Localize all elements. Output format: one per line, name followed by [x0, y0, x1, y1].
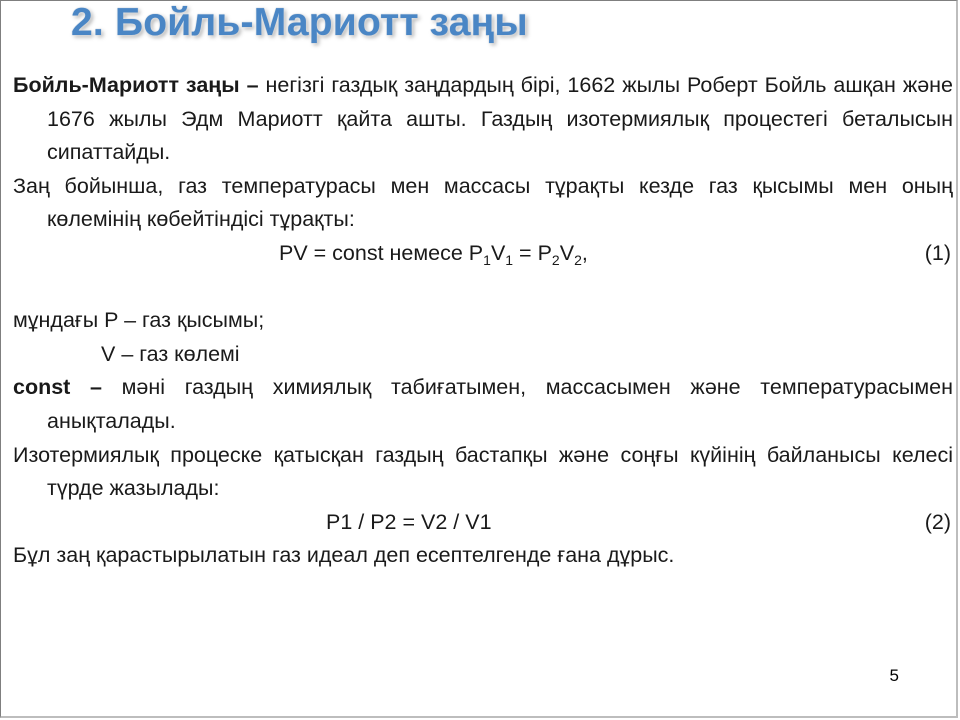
term-const: const – — [13, 375, 102, 400]
page-number: 5 — [889, 666, 899, 685]
spacer — [13, 271, 953, 305]
slide-body — [13, 69, 953, 573]
equation-1-number: (1) — [924, 240, 951, 265]
equation-2-formula: P1 / P2 = V2 / V1 — [326, 509, 492, 534]
slide-title: 2. Бойль-Мариотт заңы — [71, 1, 528, 44]
equation-2 — [13, 506, 953, 540]
paragraph-volume-def: V – газ көлемі — [101, 341, 240, 366]
paragraph-const-def — [13, 371, 953, 438]
equation-2-number: (2) — [924, 509, 951, 534]
paragraph-pressure-def: мұндағы P – газ қысымы; — [13, 308, 265, 333]
paragraph-ideal-gas-note: Бұл заң қарастырылатын газ идеал деп есептелгенде ғана дұрыс. — [13, 543, 675, 568]
equation-1-formula: PV = const немесе $P_1V_1 = P_2V_2$, — [279, 240, 588, 268]
term-boyle-mariotte: Бойль-Мариотт заңы – — [13, 73, 259, 97]
paragraph-definition — [13, 69, 953, 170]
equation-1 — [13, 237, 953, 271]
const-text: мәні газдың химиялық табиғатымен, массасымен және температурасымен анықталады. — [47, 375, 953, 433]
definition-text: негізгі газдық заңдардың бірі, 1662 жылы Роберт Бойль ашқан және 1676 жылы Эдм Мариотт қайта ашты. Газдың изотермиялық процестегі беталысын сипаттайды. — [47, 73, 953, 165]
paragraph-isothermal: Изотермиялық процеске қатысқан газдың бастапқы және соңғы күйінің байланысы келесі түрде жазылады: — [13, 442, 953, 501]
paragraph-law-statement: Заң бойынша, газ температурасы мен массасы тұрақты кезде газ қысымы мен оның көлемінің көбейтіндісі тұрақты: — [13, 173, 953, 232]
